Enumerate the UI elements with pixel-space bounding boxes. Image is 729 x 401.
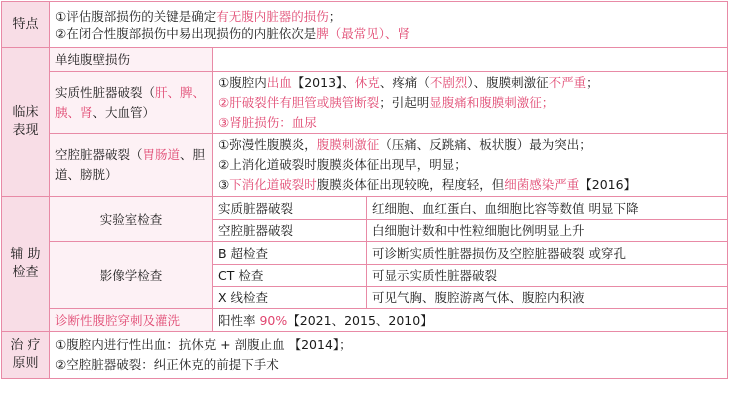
hollow-line-3: ③下消化道破裂时腹膜炎体征出现较晚，程度轻，但细菌感染严重【2016】 [218,177,637,192]
features-content [50,2,728,48]
clinical-label: 临床 表现 [2,48,50,197]
solid-line-3: ③肾脏损伤：血尿 [218,114,317,130]
lab-item-name: 实质脏器破裂 [213,197,367,220]
imaging-row-1 [2,242,728,265]
features-row [2,2,728,48]
features-line-1: ①评估腹部损伤的关键是确定有无腹内脏器的损伤； [55,8,342,24]
treatment-line-2: ②空腔脏器破裂：纠正休克的前提下手术 [55,357,279,372]
hollow-organ-label: 空腔脏器破裂（胃肠道、胆道、膀胱） [50,134,213,197]
hollow-organ-row [2,134,728,197]
solid-line-2: ②肝破裂伴有胆管或胰管断裂；引起明显腹痛和腹膜刺激征； [218,94,555,110]
imaging-item-value: 可见气胸、腹腔游离气体、腹腔内积液 [367,287,728,309]
solid-organ-content [213,72,728,134]
imaging-label: 影像学检查 [50,242,213,309]
puncture-value: 阳性率 90%【2021、2015、2010】 [213,309,728,332]
hollow-organ-content [213,134,728,197]
treatment-content [50,332,728,379]
lab-item-name: 空腔脏器破裂 [213,220,367,242]
lab-item-value: 红细胞、血红蛋白、血细胞比容等数值 明显下降 [367,197,728,220]
lab-row-1 [2,197,728,220]
puncture-label: 诊断性腹腔穿刺及灌洗 [50,309,213,332]
features-line-2: ②在闭合性腹部损伤中易出现损伤的内脏依次是脾（最常见）、肾 [55,25,410,41]
imaging-item-value: 可诊断实质性脏器损伤及空腔脏器破裂 或穿孔 [367,242,728,265]
features-label: 特点 [2,2,50,48]
imaging-item-value: 可显示实质性脏器破裂 [367,265,728,287]
lab-item-value: 白细胞计数和中性粒细胞比例明显上升 [367,220,728,242]
treatment-label: 治 疗 原则 [2,332,50,379]
imaging-item-name: B 超检查 [213,242,367,265]
lab-label: 实验室检查 [50,197,213,242]
imaging-item-name: CT 检查 [213,265,367,287]
hollow-line-1: ①弥漫性腹膜炎，腹膜刺激征（压痛、反跳痛、板状腹）最为突出； [218,137,592,152]
solid-line-1: ①腹腔内出血【2013】、休克、疼痛（不剧烈）、腹膜刺激征不严重； [218,74,599,90]
treatment-line-1: ①腹腔内进行性出血：抗休克 + 剖腹止血 【2014】； [55,337,352,352]
puncture-row [2,309,728,332]
treatment-row [2,332,728,379]
solid-organ-label: 实质性脏器破裂（肝、脾、胰、肾、大血管） [50,72,213,134]
abdominal-wall-value [213,48,728,72]
auxiliary-label: 辅 助 检查 [2,197,50,332]
hollow-line-2: ②上消化道破裂时腹膜炎体征出现早，明显； [218,157,467,172]
abdominal-wall-label: 单纯腹壁损伤 [50,48,213,72]
solid-organ-row [2,72,728,134]
abdominal-wall-row [2,48,728,72]
knowledge-table [1,1,728,379]
imaging-item-name: X 线检查 [213,287,367,309]
